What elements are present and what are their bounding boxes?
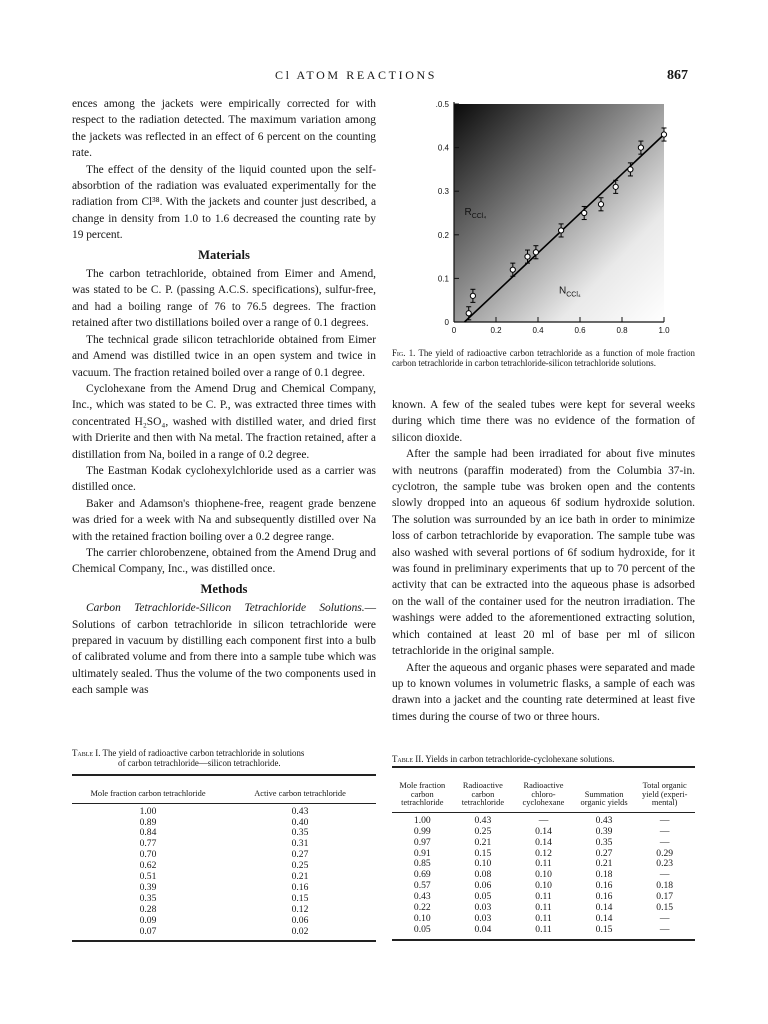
table-1-caption-label: Table I. [72, 748, 101, 758]
paragraph-text: —Solutions of carbon tetrachloride in silicon tetrachloride were prepared in vacuum by distilling each component first into a bulb of calibrated volume and from there into a sample tube which was ultimately sealed. Thus the volume of the two components used in each sample was [72, 602, 376, 697]
table-1-caption-line2: of carbon tetrachloride—silicon tetrachloride. [118, 758, 281, 768]
table-cell: — [659, 912, 670, 924]
table-cell: 0.10 [474, 858, 492, 870]
table-cell: 0.21 [291, 871, 309, 883]
data-point [638, 145, 643, 150]
page-number: 867 [667, 68, 688, 83]
table-header: Mole fraction carbon tetrachloride [90, 789, 206, 798]
table-cell: 0.05 [474, 891, 492, 903]
table-cell: 0.04 [474, 923, 492, 935]
table-cell: 0.06 [474, 880, 492, 892]
running-head-title: Cl ATOM REACTIONS [275, 68, 437, 82]
table-cell: 0.27 [595, 847, 613, 859]
table-row [72, 861, 376, 872]
table-cell: 0.18 [656, 880, 674, 892]
table-row [72, 872, 376, 883]
table-cell: 0.21 [595, 858, 613, 870]
table-cell: 0.14 [595, 912, 613, 924]
right-column [392, 397, 695, 725]
table-1-caption-line1: The yield of radioactive carbon tetrachloride in solutions [102, 748, 305, 758]
table-row [392, 838, 695, 849]
table-cell: — [659, 814, 670, 826]
y-tick-label: 0.2 [437, 230, 449, 240]
left-column [72, 96, 376, 699]
table-cell: 0.15 [291, 892, 309, 904]
table-cell: 0.16 [291, 881, 309, 893]
table-header: Total organic yield (experi-mental) [642, 781, 688, 808]
data-point [613, 184, 618, 189]
table-cell: 0.99 [413, 825, 431, 837]
table-row [72, 927, 376, 942]
table-cell: 0.14 [535, 836, 552, 848]
y-axis-label-main: R [464, 207, 472, 219]
table-cell: 0.15 [474, 847, 492, 859]
table-cell: 0.70 [139, 849, 157, 861]
table-cell: 0.35 [291, 827, 309, 839]
section-heading-methods: Methods [200, 581, 248, 596]
table-cell: 0.23 [656, 858, 674, 870]
table-cell: 0.16 [595, 880, 613, 892]
running-head [0, 68, 768, 84]
table-row [72, 916, 376, 927]
table-header: Radioactive carbon tetrachloride [461, 781, 505, 808]
table-cell: 0.31 [291, 838, 309, 850]
data-point [661, 132, 666, 137]
table-cell: 0.35 [595, 836, 613, 848]
x-tick-label: 1.0 [658, 326, 670, 335]
table-cell: — [659, 825, 670, 837]
y-axis-label-sub: CCl₄ [471, 213, 487, 221]
paragraph: The effect of the density of the liquid counted upon the self-absorbtion of the radiation was evaluated experimentally for the radiation from Cl³⁸. With the jackets and counter just described, a change in density from 1.0 to 1.6 decreased the counting rate by 19 percent. [72, 163, 376, 242]
paragraph: After the sample had been irradiated for about five minutes with neutrons (paraffin moderated) from the Columbia 37-in. cyclotron, the sample tube was broken open and the contents slowly dropped into an aqueous 6f sodium hydroxide solution. The solution was surrounded by an ice bath in order to minimize loss of carbon tetrachloride by evaporation. The sample tube was also washed with several portions of 6f sodium hydroxide, for it was found in preliminary experiments that up to 70 percent of the activity that can be extracted into the aqueous phase is adsorbed on the wall of the container used for the neutron irradiation. The washings were added to the aforementioned extracting solution, which contained at least 20 ml of base per ml of silicon tetrachloride in the original sample. [392, 448, 695, 658]
table-cell: 0.43 [595, 814, 613, 826]
x-tick-label: 0.2 [490, 326, 502, 335]
y-tick-label: 0.1 [437, 274, 449, 284]
table-cell: 0.16 [595, 891, 613, 903]
table-cell: 0.10 [413, 912, 431, 924]
figure-caption-label: Fig. 1. [392, 348, 416, 358]
table-row [72, 818, 376, 829]
paragraph: The carbon tetrachloride, obtained from Eimer and Amend, was stated to be C. P. (passing A.C.S. specifications), sulfur-free, and had a boiling range of 76 to 76.5 degrees. The fraction retained after two distillations boiled over a range of 0.1 degrees. [72, 268, 376, 330]
table-cell: 0.12 [291, 903, 309, 915]
table-cell: 0.77 [139, 838, 157, 850]
table-cell: 0.35 [139, 892, 157, 904]
figure-caption [392, 348, 695, 368]
x-tick-label: 0 [451, 326, 457, 335]
table-cell: 0.17 [656, 891, 674, 903]
table-cell: 0.29 [656, 847, 674, 859]
paragraph: The Eastman Kodak cyclohexylchloride used as a carrier was distilled once. [72, 464, 376, 494]
figure-1-chart [392, 96, 695, 342]
table-cell: 0.43 [413, 891, 431, 903]
table-cell: 0.43 [474, 814, 492, 826]
table-cell: 0.14 [535, 825, 552, 837]
table-cell: 0.12 [535, 847, 552, 859]
data-point [470, 293, 475, 298]
table-cell: 0.57 [413, 880, 431, 892]
section-heading-materials: Materials [198, 247, 250, 262]
table-cell: 0.07 [139, 925, 157, 937]
x-tick-label: 0.8 [616, 326, 628, 335]
table-cell: 0.21 [474, 836, 492, 848]
table-cell: 0.39 [595, 825, 613, 837]
paragraph: known. A few of the sealed tubes were kept for several weeks during which time there was no evidence of the formation of silicon dioxide. [392, 399, 695, 444]
data-point [533, 250, 538, 255]
x-tick-label: 0.6 [574, 326, 586, 335]
table-cell: 0.69 [413, 869, 431, 881]
x-axis-label-sub: CCl₄ [566, 291, 581, 299]
data-point [510, 267, 515, 272]
table-row [72, 905, 376, 916]
paragraph: The carrier chlorobenzene, obtained from the Amend Drug and Chemical Company, Inc., was distilled once. [72, 546, 376, 576]
table-2-caption-label: Table II. [392, 754, 424, 764]
table-cell: 0.02 [291, 925, 309, 937]
table-row [72, 850, 376, 861]
table-cell: 0.40 [291, 816, 309, 828]
figure-caption-text: The yield of radioactive carbon tetrachloride as a function of mole fraction carbon tetrachloride in carbon tetrachloride-silicon tetrachloride solutions. [392, 348, 695, 368]
table-cell: 0.11 [535, 902, 552, 914]
table-cell: 1.00 [139, 805, 157, 817]
table-2-caption-text: Yields in carbon tetrachloride-cyclohexane solutions. [425, 754, 615, 764]
table-header: Mole fraction carbon tetrachloride [399, 781, 446, 808]
table-cell: 0.25 [291, 860, 309, 872]
table-cell: 0.39 [139, 881, 157, 893]
table-header: Radioactive chloro-cyclohexane [522, 781, 565, 808]
table-cell: 0.28 [139, 903, 157, 915]
table-row [72, 894, 376, 905]
run-in-heading: Carbon Tetrachloride-Silicon Tetrachloride Solutions. [86, 602, 365, 615]
paragraph: The technical grade silicon tetrachloride obtained from Eimer and Amend was distilled twice in an open system and twice in vacuum. The fraction retained boiled over a range of 0.1 degree. [72, 333, 376, 379]
data-point [559, 228, 564, 233]
table-cell: 1.00 [413, 814, 431, 826]
table-cell: 0.89 [139, 816, 157, 828]
table-cell: 0.11 [535, 923, 552, 935]
y-tick-label: 0.4 [437, 143, 449, 153]
table-row [72, 883, 376, 894]
table-cell: 0.18 [595, 869, 613, 881]
y-tick-label: .0.5 [435, 100, 449, 109]
table-cell: 0.85 [413, 858, 431, 870]
paragraph: Cyclohexane from the Amend Drug and Chemical Company, Inc., which was stated to be C. P., was extracted three times with concentrated H₂SO₄, washed with distilled water, and dried first with Drierite and then with Na metal. The fraction retained, after a distillation from Na, boiled in a range of 0.2 degree. [72, 382, 376, 461]
data-point [525, 254, 530, 259]
table-header: Summation organic yields [580, 789, 628, 808]
table-cell: 0.03 [474, 912, 492, 924]
table-cell: 0.22 [413, 902, 431, 914]
table-cell: 0.51 [139, 871, 157, 883]
data-point [598, 202, 603, 207]
table-cell: 0.97 [413, 836, 431, 848]
table-cell: — [659, 923, 670, 935]
paragraph: After the aqueous and organic phases were separated and made up to known volumes in volumetric flasks, a sample of each was drawn into a jacket and the counting rate determined at least five times during the course of two or three hours. [392, 661, 695, 723]
x-tick-label: 0.4 [532, 326, 544, 335]
table-cell: 0.43 [291, 805, 309, 817]
table-cell: 0.15 [595, 923, 613, 935]
table-row [392, 925, 695, 940]
table-cell: — [659, 836, 670, 848]
data-point [466, 311, 471, 316]
paragraph [72, 600, 376, 698]
y-tick-label: 0.3 [437, 187, 449, 197]
data-point [628, 167, 633, 172]
table-row [72, 839, 376, 850]
table-cell: 0.05 [413, 923, 431, 935]
paragraph: Baker and Adamson's thiophene-free, reagent grade benzene was dried for a week with Na and subsequently distilled over Na with the retained fraction boiling over a 0.2 degree range. [72, 497, 376, 543]
table-cell: 0.84 [139, 827, 157, 839]
data-point [582, 210, 587, 215]
table-cell: 0.14 [595, 902, 613, 914]
table-row [392, 812, 695, 826]
table-cell: — [659, 869, 670, 881]
table-cell: 0.09 [139, 914, 157, 926]
table-cell: 0.10 [535, 880, 552, 892]
table-row [72, 803, 376, 817]
table-cell: 0.03 [474, 902, 492, 914]
table-cell: — [538, 814, 549, 826]
table-cell: 0.08 [474, 869, 492, 881]
table-cell: 0.06 [291, 914, 309, 926]
table-row [72, 828, 376, 839]
table-2-caption [392, 754, 695, 764]
y-tick-label: 0 [444, 318, 449, 327]
table-cell: 0.15 [656, 902, 674, 914]
table-1-caption [72, 748, 376, 768]
table-cell: 0.62 [139, 860, 157, 872]
table-2 [392, 766, 695, 941]
paragraph: ences among the jackets were empirically corrected for with respect to the radiation detected. The maximum variation among the jackets was reflected in an effect of 6 percent on the counting rate. [72, 98, 376, 160]
table-cell: 0.11 [535, 891, 552, 903]
table-cell: 0.25 [474, 825, 492, 837]
table-row [392, 827, 695, 838]
table-cell: 0.27 [291, 849, 309, 861]
table-cell: 0.10 [535, 869, 552, 881]
table-header: Active carbon tetrachloride [254, 789, 346, 798]
table-cell: 0.91 [413, 847, 431, 859]
table-1 [72, 774, 376, 942]
table-cell: 0.11 [535, 858, 552, 870]
table-cell: 0.11 [535, 912, 552, 924]
x-axis-label-main: N [559, 285, 567, 297]
